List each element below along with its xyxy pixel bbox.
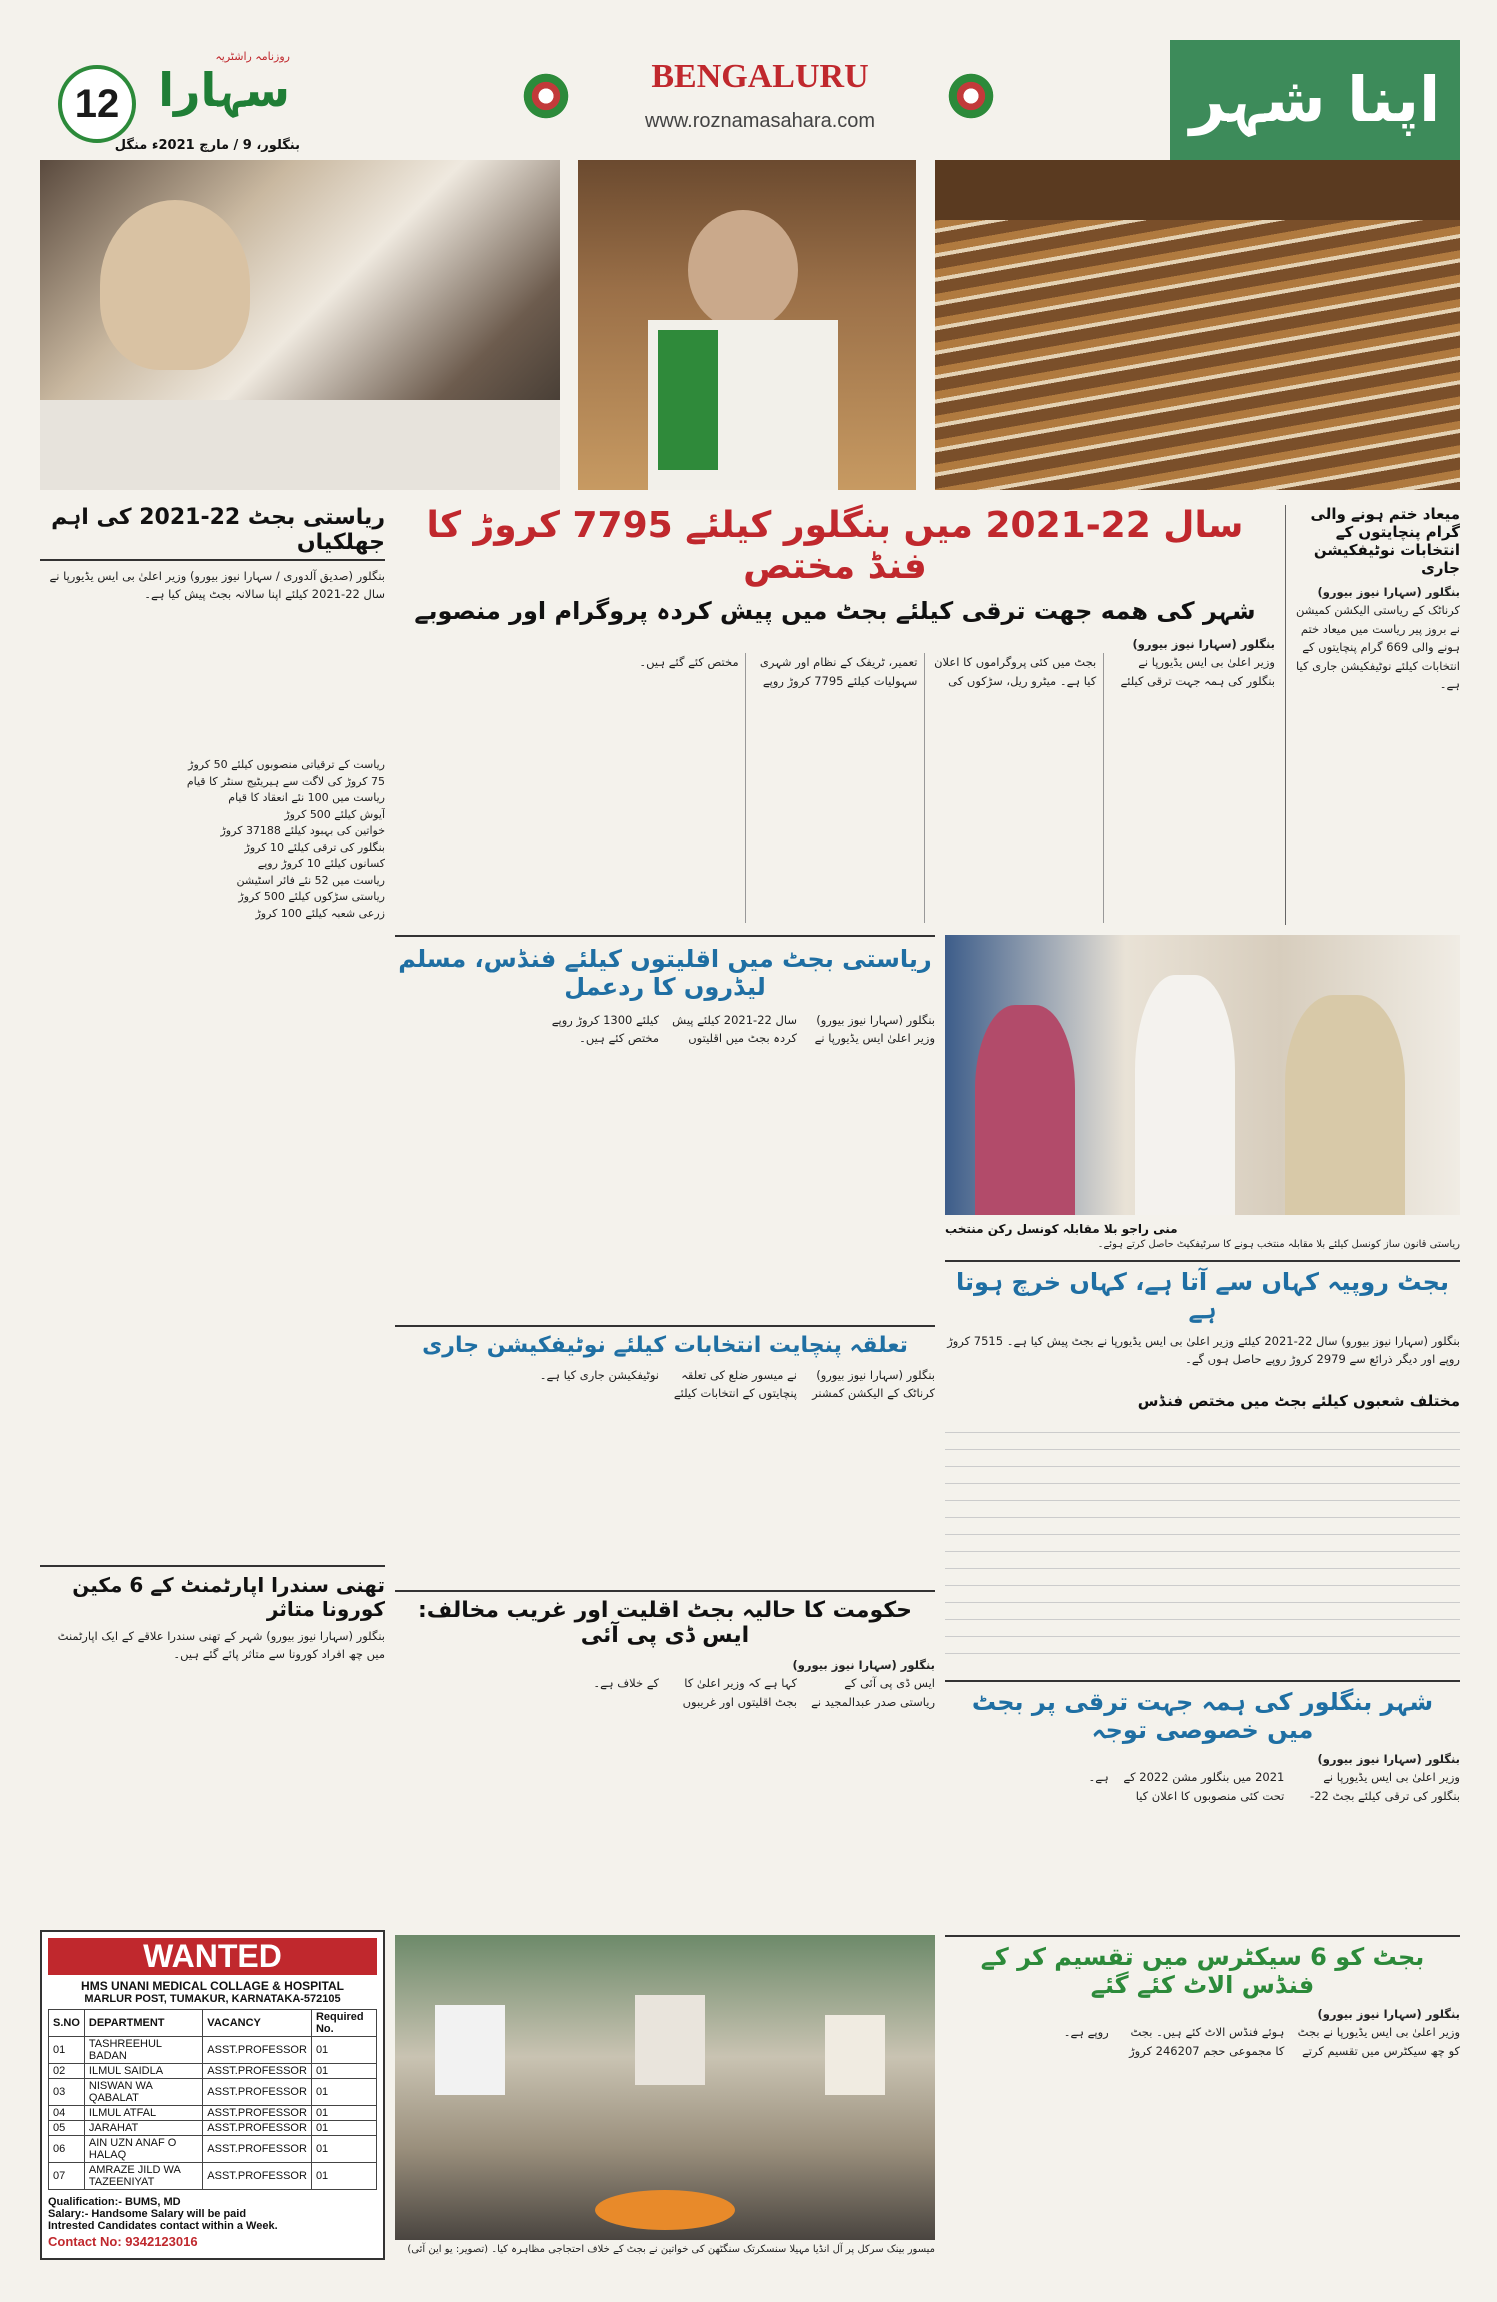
photo-cm-assembly bbox=[578, 160, 916, 490]
table-cell: 01 bbox=[311, 2106, 376, 2121]
table-cell: ASST.PROFESSOR bbox=[203, 2037, 312, 2064]
section-title: اپنا شہر bbox=[1170, 40, 1460, 160]
list-item: کسانوں کیلئے 10 کروڑ روپے bbox=[257, 857, 385, 870]
revenue-story bbox=[945, 1260, 1460, 1670]
minority-headline: ریاستی بجٹ میں اقلیتوں کیلئے فنڈس، مسلم لیڈروں کا ردعمل bbox=[398, 945, 932, 1001]
photo-figure bbox=[688, 210, 798, 330]
table-cell: ASST.PROFESSOR bbox=[203, 2079, 312, 2106]
corona-text: بنگلور (سہارا نیوز بیورو) شہر کے تھنی سندرا علاقے کے ایک اپارٹمنٹ میں چھ افراد کورونا سے متاثر پائے گئے ہیں۔ bbox=[57, 1629, 385, 1662]
photo-placard bbox=[635, 1995, 705, 2085]
protest-caption: میسور بینک سرکل پر آل انڈیا مہیلا سنسکرتک سنگٹھن کی خواتین نے بجٹ کے خلاف احتجاجی مظاہرہ کیا۔ (تصویر: یو این آئی) bbox=[407, 2244, 935, 2255]
column-header: S.NO bbox=[49, 2010, 85, 2037]
photo-figure bbox=[1135, 975, 1235, 1215]
photo-gallery bbox=[935, 160, 1460, 220]
budget-highlights-column bbox=[40, 505, 385, 1555]
table-cell: 04 bbox=[49, 2106, 85, 2121]
rosette-icon bbox=[520, 70, 572, 122]
table-cell: AMRAZE JILD WA TAZEENIYAT bbox=[84, 2163, 202, 2190]
page-number: 12 bbox=[58, 65, 136, 143]
photo-figure bbox=[1285, 995, 1405, 1215]
table-row bbox=[49, 2136, 377, 2163]
table-cell: ILMUL SAIDLA bbox=[84, 2064, 202, 2079]
photo-protest bbox=[395, 1935, 935, 2240]
rosette-icon bbox=[945, 70, 997, 122]
sectors-text: وزیر اعلیٰ بی ایس یڈیورپا نے بجٹ کو چھ سیکٹرس میں تقسیم کرتے ہوئے فنڈس الاٹ کئے ہیں۔ بجٹ کا مجموعی حجم 246207 کروڑ روپے ہے۔ bbox=[1063, 2025, 1460, 2058]
revenue-subhead: مختلف شعبوں کیلئے بجٹ میں مختص فنڈس bbox=[1137, 1392, 1460, 1410]
table-cell: 01 bbox=[311, 2037, 376, 2064]
sectors-story bbox=[945, 1935, 1460, 2275]
photo-cm-press-meet bbox=[40, 160, 560, 490]
newspaper-logo bbox=[140, 50, 290, 130]
table-row bbox=[49, 2106, 377, 2121]
highlights-list bbox=[40, 757, 385, 1557]
table-cell: 05 bbox=[49, 2121, 85, 2136]
revenue-headline: بجٹ روپیہ کہاں سے آتا ہے، کہاں خرچ ہوتا ہے bbox=[955, 1268, 1449, 1324]
council-caption-title: منی راجو بلا مقابلہ کونسل رکن منتخب bbox=[945, 1222, 1178, 1236]
panchayat-headline: میعاد ختم ہونے والی گرام پنچایتوں کے انتخابات نوٹیفکیشن جاری bbox=[1310, 505, 1460, 577]
wanted-qualification: Qualification:- BUMS, MD bbox=[48, 2196, 181, 2208]
table-cell: 01 bbox=[49, 2037, 85, 2064]
list-item: ریاست میں 100 نئے انعقاد کا قیام bbox=[228, 791, 385, 804]
paper-tagline: روزنامہ راشٹریہ bbox=[215, 50, 290, 63]
highlights-intro: بنگلور (صدیق آلدوری / سہارا نیوز بیورو) وزیر اعلیٰ بی ایس یڈیورپا نے سال 22-2021 کیلئے اپنا سالانہ بجٹ پیش کیا ہے۔ bbox=[49, 569, 385, 602]
wanted-contact: Contact No: 9342123016 bbox=[48, 2234, 198, 2249]
main-byline: بنگلور (سہارا نیوز بیورو) bbox=[1132, 637, 1275, 651]
list-item: زرعی شعبہ کیلئے 100 کروڑ bbox=[255, 906, 385, 920]
table-cell: 01 bbox=[311, 2121, 376, 2136]
photo-placard bbox=[435, 2005, 505, 2095]
table-row bbox=[49, 2037, 377, 2064]
table-cell: 01 bbox=[311, 2136, 376, 2163]
bengaluru-headline: شہر بنگلور کی ہمہ جہت ترقی پر بجٹ میں خصوصی توجہ bbox=[971, 1688, 1434, 1744]
sectors-headline: بجٹ کو 6 سیکٹرس میں تقسیم کر کے فنڈس الاٹ کئے گئے bbox=[980, 1943, 1425, 1999]
photo-council-member bbox=[945, 935, 1460, 1215]
table-cell: TASHREEHUL BADAN bbox=[84, 2037, 202, 2064]
taluk-panchayat-headline: تعلقہ پنچایت انتخابات کیلئے نوٹیفکیشن جاری bbox=[422, 1333, 908, 1358]
main-subheadline: شہر کی همه جهت ترقی کیلئے بجٹ میں پیش کردہ پروگرام اور منصوبے bbox=[414, 597, 1256, 625]
list-item: ریاست کے ترقیاتی منصوبوں کیلئے 50 کروڑ bbox=[188, 758, 385, 771]
table-cell: ASST.PROFESSOR bbox=[203, 2106, 312, 2121]
paper-name: سہارا bbox=[158, 63, 290, 117]
photo-fire bbox=[595, 2190, 735, 2230]
column-header: VACANCY bbox=[203, 2010, 312, 2037]
table-cell: AIN UZN ANAF O HALAQ bbox=[84, 2136, 202, 2163]
city-name: BENGALURU bbox=[651, 58, 869, 95]
table-cell: ILMUL ATFAL bbox=[84, 2106, 202, 2121]
wanted-org: HMS UNANI MEDICAL COLLAGE & HOSPITAL bbox=[81, 1979, 344, 1993]
corona-headline: تھنی سندرا اپارٹمنٹ کے 6 مکین کورونا متاثر bbox=[72, 1573, 385, 1621]
table-header-row bbox=[49, 2010, 377, 2037]
photo-figure bbox=[100, 200, 250, 370]
table-cell: ASST.PROFESSOR bbox=[203, 2121, 312, 2136]
table-cell: NISWAN WA QABALAT bbox=[84, 2079, 202, 2106]
list-item: خواتین کی بہبود کیلئے 37188 کروڑ bbox=[220, 824, 385, 837]
bengaluru-development-story bbox=[945, 1680, 1460, 1925]
table-cell: 06 bbox=[49, 2136, 85, 2163]
list-item: ریاستی سڑکوں کیلئے 500 کروڑ bbox=[238, 890, 385, 903]
panchayat-byline: بنگلور (سہارا نیوز بیورو) bbox=[1317, 585, 1460, 599]
column-header: DEPARTMENT bbox=[84, 2010, 202, 2037]
table-cell: ASST.PROFESSOR bbox=[203, 2064, 312, 2079]
bengaluru-byline: بنگلور (سہارا نیوز بیورو) bbox=[1317, 1752, 1460, 1766]
table-cell: 01 bbox=[311, 2064, 376, 2079]
minority-text: بنگلور (سہارا نیوز بیورو) وزیر اعلیٰ ایس یڈیورپا نے سال 22-2021 کیلئے پیش کردہ بجٹ میں اقلیتوں کیلئے 1300 کروڑ روپے مختص کئے ہیں۔ bbox=[551, 1013, 935, 1046]
sdpi-headline: حکومت کا حالیہ بجٹ اقلیت اور غریب مخالف: ایس ڈی پی آئی bbox=[417, 1598, 912, 1648]
bengaluru-text: وزیر اعلیٰ بی ایس یڈیورپا نے بنگلور کی ترقی کیلئے بجٹ 22-2021 میں بنگلور مشن 2022 کے تحت کئی منصوبوں کا اعلان کیا ہے۔ bbox=[1088, 1770, 1460, 1803]
table-cell: 01 bbox=[311, 2079, 376, 2106]
sdpi-text: ایس ڈی پی آئی کے ریاستی صدر عبدالمجید نے کہا ہے کہ وزیر اعلیٰ کا بجٹ اقلیتوں اور غریبوں کے خلاف ہے۔ bbox=[593, 1676, 935, 1709]
website-link[interactable]: www.roznamasahara.com bbox=[644, 110, 876, 132]
table-row bbox=[49, 2163, 377, 2190]
table-row bbox=[49, 2079, 377, 2106]
edition-date: بنگلور، 9 / مارچ 2021ء منگل bbox=[114, 138, 300, 153]
corona-story bbox=[40, 1565, 385, 1925]
wanted-report: Intrested Candidates contact within a Week. bbox=[48, 2220, 278, 2232]
table-cell: 01 bbox=[311, 2163, 376, 2190]
panchayat-story bbox=[1285, 505, 1460, 925]
revenue-text: بنگلور (سہارا نیوز بیورو) سال 22-2021 کیلئے وزیر اعلیٰ بی ایس یڈیورپا نے بجٹ پیش کیا ہے۔ 7515 کروڑ روپے اور دیگر ذرائع سے 2979 کروڑ روپے حاصل ہوں گے۔ bbox=[947, 1334, 1460, 1367]
table-cell: 03 bbox=[49, 2079, 85, 2106]
table-cell: ASST.PROFESSOR bbox=[203, 2136, 312, 2163]
sdpi-byline: بنگلور (سہارا نیوز بیورو) bbox=[792, 1658, 935, 1672]
council-caption bbox=[945, 1218, 1460, 1258]
vacancy-table bbox=[48, 2009, 377, 2190]
photo-figure bbox=[975, 1005, 1075, 1215]
column-header: Required No. bbox=[311, 2010, 376, 2037]
photo-table bbox=[40, 400, 560, 490]
masthead bbox=[40, 40, 1460, 160]
revenue-list bbox=[945, 1416, 1460, 1666]
taluk-panchayat-story bbox=[395, 1325, 935, 1585]
wanted-salary: Salary:- Handsome Salary will be paid bbox=[48, 2208, 247, 2220]
photo-assembly-hall bbox=[935, 160, 1460, 490]
list-item: 75 کروڑ کی لاگت سے ہیریٹیج سنٹر کا قیام bbox=[186, 774, 385, 788]
highlights-headline: ریاستی بجٹ 22-2021 کی اہم جھلکیاں bbox=[40, 505, 385, 561]
table-row bbox=[49, 2064, 377, 2079]
list-item: ریاست میں 52 نئے فائر اسٹیشن bbox=[236, 873, 385, 887]
list-item: بنگلور کی ترقی کیلئے 10 کروڑ bbox=[244, 840, 385, 854]
table-cell: 02 bbox=[49, 2064, 85, 2079]
list-item: آیوش کیلئے 500 کروڑ bbox=[284, 807, 385, 821]
minority-story bbox=[395, 935, 935, 1320]
sectors-byline: بنگلور (سہارا نیوز بیورو) bbox=[1317, 2007, 1460, 2021]
wanted-title: WANTED bbox=[48, 1938, 377, 1975]
main-story bbox=[395, 505, 1275, 925]
table-cell: ASST.PROFESSOR bbox=[203, 2163, 312, 2190]
photo-green-scarf bbox=[658, 330, 718, 470]
table-cell: 07 bbox=[49, 2163, 85, 2190]
table-row bbox=[49, 2121, 377, 2136]
council-caption-text: ریاستی قانون ساز کونسل کیلئے بلا مقابلہ منتخب ہونے کا سرٹیفکیٹ حاصل کرتے ہوئے۔ bbox=[1097, 1239, 1460, 1250]
main-text: وزیر اعلیٰ بی ایس یڈیورپا نے بنگلور کی ہمہ جہت ترقی کیلئے بجٹ میں کئی پروگراموں کا اعلان کیا ہے۔ میٹرو ریل، سڑکوں کی تعمیر، ٹریفک کے نظام اور شہری سہولیات کیلئے 7795 کروڑ روپے مختص کئے گئے ہیں۔ bbox=[639, 655, 1275, 688]
main-headline: سال 22-2021 میں بنگلور کیلئے 7795 کروڑ کا فنڈ مختص bbox=[426, 505, 1244, 587]
wanted-address: MARLUR POST, TUMAKUR, KARNATAKA-572105 bbox=[84, 1993, 341, 2005]
photo-placard bbox=[825, 2015, 885, 2095]
wanted-ad bbox=[40, 1930, 385, 2260]
panchayat-text: کرناٹک کے ریاستی الیکشن کمیشن نے بروز پیر ریاست میں میعاد ختم ہونے والی 669 گرام پنچایتوں کے انتخابات کیلئے نوٹیفکیشن جاری کیا ہے۔ bbox=[1296, 603, 1460, 691]
taluk-panchayat-text: بنگلور (سہارا نیوز بیورو) کرناٹک کے الیکشن کمشنر نے میسور ضلع کی تعلقہ پنچایتوں کے انتخابات کیلئے نوٹیفکیشن جاری کیا ہے۔ bbox=[539, 1368, 935, 1401]
table-cell: JARAHAT bbox=[84, 2121, 202, 2136]
sdpi-story bbox=[395, 1590, 935, 1930]
